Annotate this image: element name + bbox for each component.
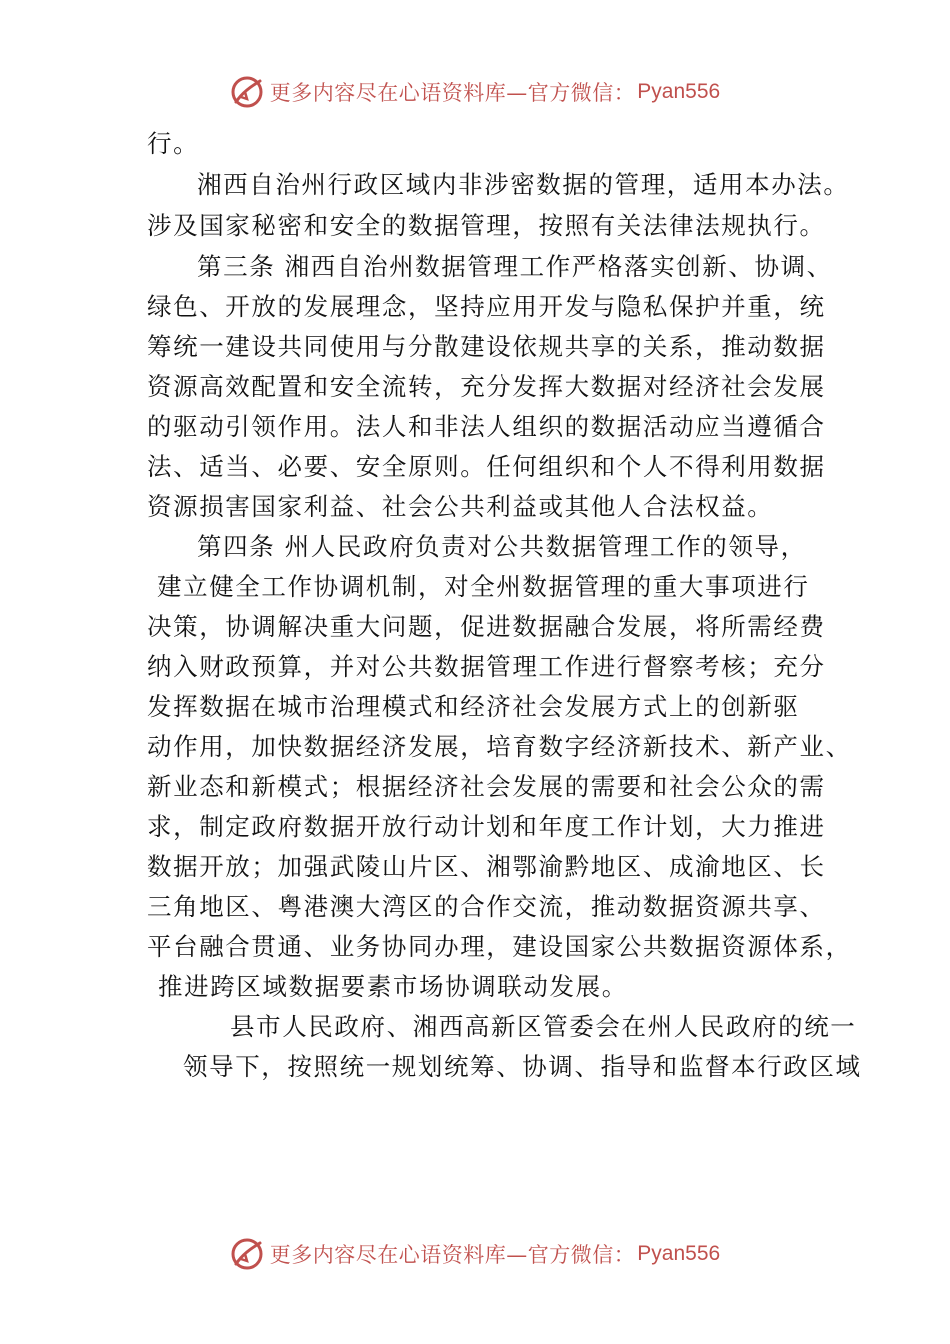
text-line: 三角地区、粤港澳大湾区的合作交流，推动数据资源共享、 bbox=[147, 892, 826, 921]
watermark-text: 更多内容尽在心语资料库—官方微信： bbox=[269, 1243, 636, 1267]
text-line: 绿色、开放的发展理念，坚持应用开发与隐私保护并重，统 bbox=[147, 292, 826, 321]
text-line: 推进跨区域数据要素市场协调联动发展。 bbox=[158, 972, 628, 1001]
text-line: 动作用，加快数据经济发展，培育数字经济新技术、新产业、 bbox=[147, 732, 852, 761]
text-line: 发挥数据在城市治理模式和经济社会发展方式上的创新驱 bbox=[147, 692, 800, 721]
text-line: 求，制定政府数据开放行动计划和年度工作计划，大力推进 bbox=[147, 812, 826, 841]
watermark-text: 更多内容尽在心语资料库—官方微信： bbox=[269, 81, 636, 105]
text-line: 新业态和新模式；根据经济社会发展的需要和社会公众的需 bbox=[147, 772, 826, 801]
text-line: 涉及国家秘密和安全的数据管理，按照有关法律法规执行。 bbox=[147, 211, 826, 240]
watermark-id: Pyan556 bbox=[637, 1242, 721, 1265]
text-line: 平台融合贯通、业务协同办理，建设国家公共数据资源体系， bbox=[147, 932, 852, 961]
text-line: 法、适当、必要、安全原则。任何组织和个人不得利用数据 bbox=[147, 452, 826, 481]
text-line: 的驱动引领作用。法人和非法人组织的数据活动应当遵循合 bbox=[147, 412, 826, 441]
footer-watermark bbox=[0, 1234, 950, 1274]
brush-logo-icon bbox=[230, 75, 264, 109]
text-line: 决策，协调解决重大问题，促进数据融合发展，将所需经费 bbox=[147, 612, 826, 641]
text-line: 县市人民政府、湘西高新区管委会在州人民政府的统一 bbox=[230, 1012, 857, 1041]
text-line: 第四条 州人民政府负责对公共数据管理工作的领导， bbox=[197, 532, 807, 561]
text-line: 建立健全工作协调机制，对全州数据管理的重大事项进行 bbox=[157, 572, 810, 601]
brush-logo-icon bbox=[230, 1237, 264, 1271]
text-line: 领导下，按照统一规划统筹、协调、指导和监督本行政区域 bbox=[183, 1052, 862, 1081]
text-line: 湘西自治州行政区域内非涉密数据的管理，适用本办法。 bbox=[197, 170, 850, 199]
text-line: 数据开放；加强武陵山片区、湘鄂渝黔地区、成渝地区、长 bbox=[147, 852, 826, 881]
text-line: 第三条 湘西自治州数据管理工作严格落实创新、协调、 bbox=[197, 252, 833, 281]
text-line: 纳入财政预算，并对公共数据管理工作进行督察考核；充分 bbox=[147, 652, 826, 681]
text-line: 行。 bbox=[147, 129, 200, 158]
text-line: 筹统一建设共同使用与分散建设依规共享的关系，推动数据 bbox=[147, 332, 826, 361]
watermark-id: Pyan556 bbox=[637, 80, 721, 103]
text-line: 资源损害国家利益、社会公共利益或其他人合法权益。 bbox=[147, 492, 774, 521]
text-line: 资源高效配置和安全流转，充分发挥大数据对经济社会发展 bbox=[147, 372, 826, 401]
header-watermark bbox=[0, 72, 950, 112]
